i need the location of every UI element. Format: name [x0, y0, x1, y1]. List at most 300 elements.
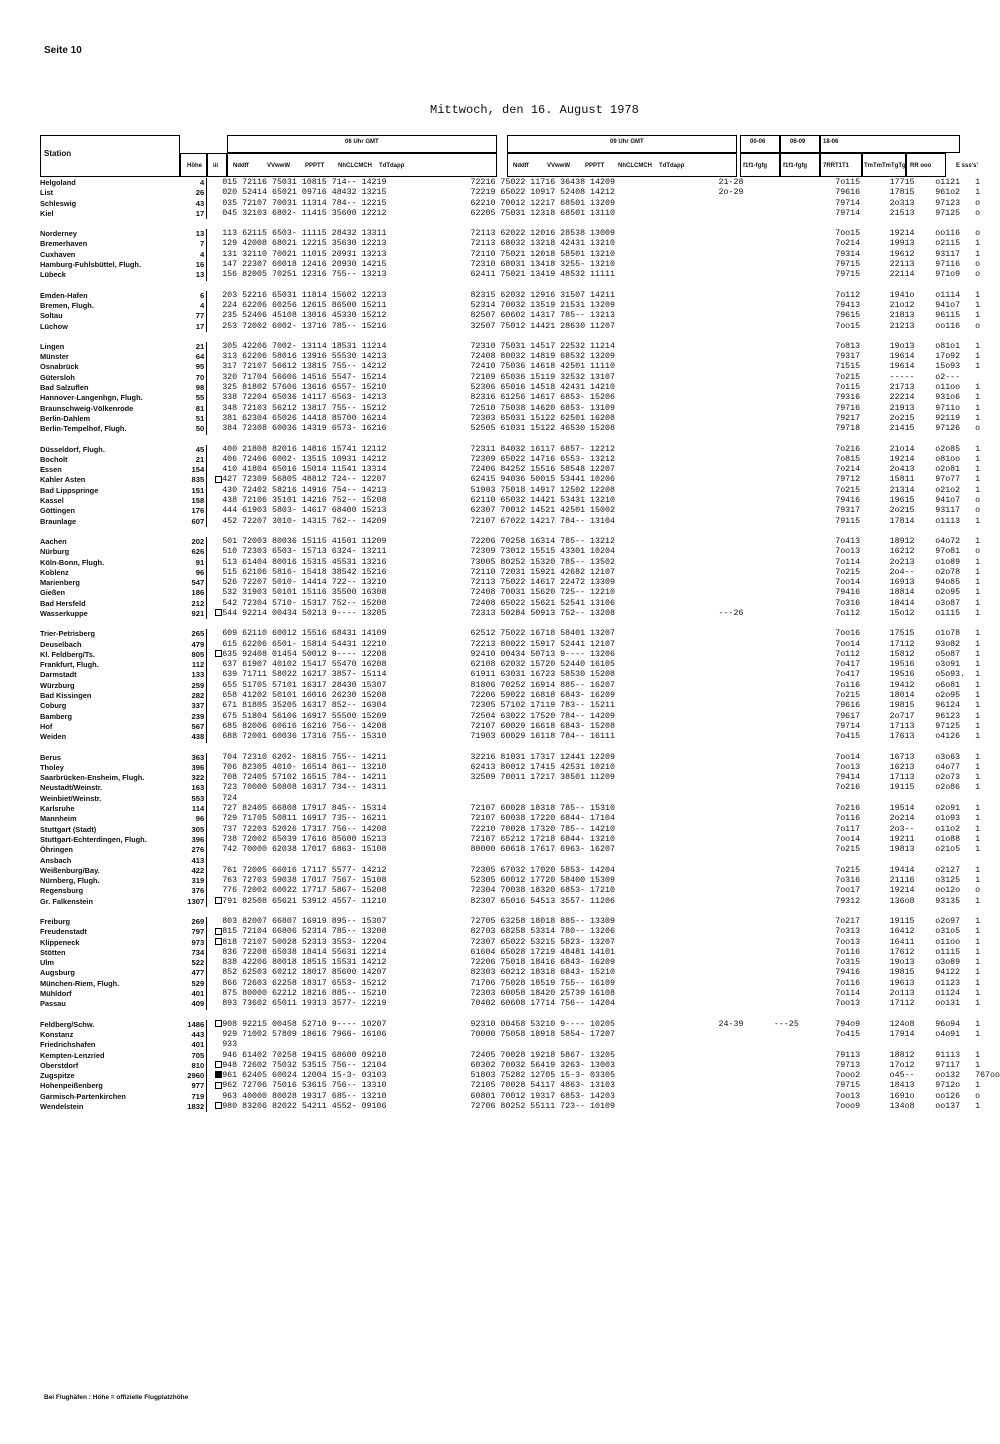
- temp-group-value: 7oo13: [835, 547, 861, 557]
- obs-09: 72309 65022 14716 6553- 13212: [470, 454, 615, 464]
- snow-value: 1: [975, 300, 981, 310]
- tmax-tmin-value: [890, 794, 936, 804]
- obs-06: 637 61907 40102 15417 55470 16208: [222, 660, 387, 670]
- obs-06: 761 72005 66016 17117 5577- 14212: [222, 865, 387, 875]
- obs-06: 147 22307 60018 12416 20930 14215: [222, 260, 387, 270]
- obs-06: 776 72002 60022 17717 5867- 15208: [222, 886, 387, 896]
- obs-09: 82303 60212 18318 6843- 15210: [470, 968, 615, 978]
- station-name: Koblenz: [40, 567, 69, 577]
- gust-06-09-value: [774, 968, 835, 978]
- station-row: [40, 640, 1000, 650]
- station-height: 479: [178, 640, 206, 650]
- snow-value: [975, 856, 1000, 866]
- rain-value: o1115: [935, 947, 961, 957]
- rain-value: o81oo: [935, 454, 961, 464]
- obs-09: 70402 60608 17714 756-- 14204: [470, 999, 615, 1009]
- obs-09: 72213 80022 15917 52441 12107: [470, 639, 615, 649]
- col06-ppptt: PPPTT: [305, 163, 325, 169]
- rain-value: o1o89: [935, 557, 961, 567]
- station-row: [40, 794, 1000, 804]
- station-row: [40, 373, 1000, 383]
- rain-value: o5o93.: [935, 670, 966, 680]
- gust-06-09-value: [774, 322, 835, 332]
- obs-09: 73005 80252 15320 785-- 13502: [470, 557, 615, 567]
- station-name: Stötten: [40, 947, 66, 957]
- snow-value: 1: [975, 516, 981, 526]
- station-height: 522: [178, 958, 206, 968]
- station-row: [40, 291, 1000, 301]
- gust-00-06-value: [719, 681, 774, 691]
- station-row: [40, 1020, 1000, 1030]
- snow-value: 1: [975, 1060, 981, 1070]
- temp-group-value: 79615: [835, 311, 861, 321]
- obs-09: 72705 63258 18018 885-- 13309: [470, 917, 615, 926]
- obs-09: 72311 84032 16117 6857- 12212: [470, 444, 615, 454]
- temp-group-value: 7o815: [835, 454, 861, 464]
- gust-06-09-value: [774, 599, 835, 609]
- obs-09: 72210 70028 17320 785-- 14210: [470, 824, 615, 834]
- tmax-tmin-value: 18814: [889, 588, 915, 598]
- gust-00-06-value: [719, 1081, 774, 1091]
- station-row: [40, 845, 1000, 855]
- snow-value: 1: [975, 393, 981, 403]
- mountain-marker: [207, 814, 223, 824]
- obs-06: 253 72002 6002- 13716 785-- 15216: [222, 321, 387, 331]
- mountain-marker: [207, 938, 223, 948]
- gust-06-09-value: [774, 301, 835, 311]
- obs-09: 72206 70258 16314 785-- 13212: [470, 536, 615, 546]
- gust-00-06-value: [719, 455, 774, 465]
- temp-group-value: 79616: [835, 188, 861, 198]
- station-name: Helgoland: [40, 178, 76, 187]
- obs-06: 729 71705 50811 16917 735-- 16211: [222, 814, 387, 824]
- mountain-marker: [207, 547, 223, 557]
- col06-nddff: Nddff: [233, 163, 249, 169]
- obs-09: 72107 67022 14217 784-- 13104: [470, 516, 615, 526]
- rain-value: o2115: [935, 239, 961, 249]
- station-name: Oberstdorf: [40, 1060, 79, 1070]
- temp-group-value: 7o214: [835, 465, 861, 475]
- rain-value: 94o85: [935, 578, 961, 588]
- obs-09: 72105 70028 54117 4863- 13103: [470, 1081, 615, 1091]
- mountain-marker: [207, 424, 223, 434]
- station-row: [40, 722, 1000, 732]
- tmax-tmin-value: 2o3--: [889, 824, 915, 834]
- mountain-marker: [207, 178, 223, 188]
- tmax-tmin-value: 18413: [889, 1081, 915, 1091]
- temp-group-value: 7o415: [835, 732, 861, 742]
- tmax-tmin-value: 22114: [889, 270, 915, 280]
- tmax-tmin-value: 2o313: [889, 198, 915, 208]
- obs-06: 348 72103 56212 13817 755-- 15212: [222, 403, 387, 413]
- station-row: [40, 199, 1000, 209]
- gust-00-06-value: 21-28: [718, 178, 744, 187]
- obs-09: 61604 65028 17219 48481 14101: [470, 947, 615, 957]
- station-row: [40, 588, 1000, 598]
- rain-value: o2127: [935, 865, 961, 875]
- snow-value: 1: [975, 834, 981, 844]
- station-name: Düsseldorf, Flugh.: [40, 444, 105, 454]
- mountain-marker: [207, 763, 223, 773]
- gust-00-06-value: [719, 968, 774, 978]
- gust-00-06-value: [719, 845, 774, 855]
- station-name: Gr. Falkenstein: [40, 896, 93, 906]
- rain-value: o1124: [935, 989, 961, 999]
- snow-value: o: [975, 260, 981, 270]
- obs-06: 532 31903 50101 15116 35500 16308: [222, 588, 387, 598]
- mountain-marker: [207, 629, 223, 639]
- obs-09: 72408 65022 15621 52541 13106: [470, 598, 615, 608]
- station-height: 95: [178, 362, 206, 372]
- station-height: 43: [178, 199, 206, 209]
- temp-group-value: 7oo14: [835, 834, 861, 844]
- snow-value: 1: [975, 178, 981, 187]
- station-row: [40, 609, 1000, 619]
- gust-00-06-value: [719, 537, 774, 547]
- snow-value: 1: [975, 1102, 981, 1112]
- station-row: [40, 876, 1000, 886]
- mountain-marker: [207, 640, 223, 650]
- station-row: [40, 1081, 1000, 1091]
- tmax-tmin-value: 17113: [889, 773, 915, 783]
- rain-value: 15o93: [935, 362, 961, 372]
- mountain-marker: [207, 486, 223, 496]
- mountain-marker: [207, 835, 223, 845]
- snow-value: 1: [975, 876, 981, 886]
- station-name: Osnabrück: [40, 362, 79, 372]
- station-row: [40, 455, 1000, 465]
- gust-00-06-value: [719, 753, 774, 763]
- rain-value: 97116: [935, 260, 961, 270]
- obs-09: 72113 62022 12016 28538 13009: [470, 229, 615, 239]
- gust-06-09-value: [774, 404, 835, 414]
- snow-value: 1: [975, 1019, 981, 1029]
- rain-value: o2o86: [935, 783, 961, 793]
- obs-06: 325 81802 57606 13616 6557- 15210: [222, 383, 387, 393]
- obs-06: 129 42008 68021 12215 35630 12213: [222, 239, 387, 249]
- tmax-tmin-value: 17612: [889, 947, 915, 957]
- snow-value: 1: [975, 701, 981, 711]
- temp-group-value: [835, 794, 889, 804]
- station-height: 96: [178, 568, 206, 578]
- station-row: [40, 311, 1000, 321]
- temp-group-value: 79715: [835, 260, 861, 270]
- station-name: Augsburg: [40, 968, 75, 978]
- obs-06: 452 72207 3010- 14315 762-- 14209: [222, 516, 387, 526]
- gust-06-09-value: [774, 1092, 835, 1102]
- obs-06: 320 71704 56606 14516 5547- 15214: [222, 372, 387, 382]
- gust-06-09-value: [774, 681, 835, 691]
- station-height: 921: [178, 609, 206, 619]
- obs-06: 544 92214 00434 50213 9---- 13205: [222, 608, 387, 618]
- mountain-marker: [207, 1102, 223, 1112]
- station-row: [40, 404, 1000, 414]
- gust-06-09-value: [774, 958, 835, 968]
- gust-00-06-value: [719, 486, 774, 496]
- station-height: 607: [178, 517, 206, 527]
- obs-06: 818 72107 50028 52313 3553- 12204: [222, 937, 387, 947]
- obs-09: 72305 67032 17020 5853- 14204: [470, 865, 615, 875]
- tmax-tmin-value: o45--: [889, 1071, 915, 1081]
- block-06-title: 06 Uhr GMT: [345, 139, 379, 145]
- rain-value: [935, 856, 975, 866]
- gust-00-06-value: [719, 1092, 774, 1102]
- obs-06: 836 72208 65038 18414 55631 12214: [222, 947, 387, 957]
- snow-value: 1: [975, 978, 981, 988]
- gust-00-06-value: [719, 475, 774, 485]
- tmax-tmin-value: 17o12: [889, 1060, 915, 1070]
- mountain-marker: [207, 783, 223, 793]
- snow-value: 1: [975, 989, 981, 999]
- temp-group: 7RRT1T1: [823, 163, 850, 169]
- col09-ppptt: PPPTT: [585, 163, 605, 169]
- obs-09: [471, 794, 719, 804]
- obs-09: [471, 856, 719, 866]
- obs-06: 948 72602 75032 53515 756-- 12104: [222, 1060, 387, 1070]
- station-name: Kiel: [40, 208, 54, 218]
- gust-06-09-value: [774, 712, 835, 722]
- gust-06-09-value: [774, 496, 835, 506]
- gust-06-09-value: [774, 938, 835, 948]
- station-name: Ansbach: [40, 855, 72, 865]
- gust-00-06-value: [719, 876, 774, 886]
- obs-09: 92310 00458 53210 9---- 10205: [470, 1019, 615, 1029]
- station-height: 176: [178, 506, 206, 516]
- temp-group-value: 7o115: [835, 178, 861, 187]
- mountain-marker: [207, 886, 223, 896]
- station-name: Frankfurt, Flugh.: [40, 660, 99, 670]
- obs-09: 52305 60012 17720 58400 15309: [470, 876, 615, 886]
- station-row: [40, 681, 1000, 691]
- rain-value: 961o2: [935, 188, 961, 198]
- obs-06: 688 72001 60036 17316 755-- 15310: [222, 732, 387, 742]
- gust-06-09-value: [774, 414, 835, 424]
- obs-09: 72219 65022 10917 52408 14212: [470, 188, 615, 198]
- obs-06: 427 72309 56805 48812 724-- 12207: [222, 475, 387, 485]
- rain-value: 17o92: [935, 352, 961, 362]
- station-row: [40, 445, 1000, 455]
- station-name: Essen: [40, 465, 62, 475]
- tmax-tmin-value: 21513: [889, 208, 915, 218]
- gust-00-06-value: [719, 362, 774, 372]
- obs-06: 317 72107 56612 13815 755-- 14212: [222, 362, 387, 372]
- mountain-marker: [207, 578, 223, 588]
- gust-00-06-value: [719, 783, 774, 793]
- mountain-marker: [207, 968, 223, 978]
- gust-00-06-value: [719, 979, 774, 989]
- temp-group-value: 7o117: [835, 824, 861, 834]
- snow-value: 1: [975, 783, 981, 793]
- obs-09: 72304 70038 18320 6853- 17210: [470, 886, 615, 896]
- rain-value: 97o81: [935, 547, 961, 557]
- temp-group-value: 7o114: [835, 989, 861, 999]
- report-date: Mittwoch, den 16. August 1978: [430, 103, 639, 117]
- station-name: Berlin-Tempelhof, Flugh.: [40, 424, 127, 434]
- station-row: [40, 629, 1000, 639]
- mountain-marker: [207, 465, 223, 475]
- station-name: Saarbrücken-Ensheim, Flugh.: [40, 773, 145, 783]
- obs-09: [471, 1040, 719, 1050]
- snow-value: 1: [975, 927, 981, 937]
- gust-06-09-value: [774, 856, 835, 866]
- rain-value: o11oo: [935, 383, 961, 393]
- rain-value: [935, 794, 975, 804]
- mountain-marker: [207, 681, 223, 691]
- station-name: Nürnberg, Flugh.: [40, 876, 100, 886]
- gust-00-06-value: [719, 250, 774, 260]
- temp-group-value: 79314: [835, 249, 861, 259]
- temp-group-value: 79413: [835, 300, 861, 310]
- obs-09: 62413 80012 17415 42531 10210: [470, 762, 615, 772]
- station-height: 186: [178, 588, 206, 598]
- snow-value: 1: [975, 762, 981, 772]
- temp-group-value: 7o316: [835, 598, 861, 608]
- tmax-tmin-value: 2o717: [889, 711, 915, 721]
- mountain-marker: [207, 1020, 223, 1030]
- gust-06-09-value: [774, 362, 835, 372]
- temp-group-value: 7oo15: [835, 229, 861, 239]
- station-name: List: [40, 188, 54, 198]
- obs-06: 708 72405 57102 16515 784-- 14211: [222, 773, 387, 783]
- station-height: 547: [178, 578, 206, 588]
- obs-06: 655 51705 57101 16317 28430 15307: [222, 680, 387, 690]
- station-row: [40, 783, 1000, 793]
- obs-09: 72313 50284 50913 752-- 13208: [470, 608, 615, 618]
- group-gap: [40, 435, 1000, 445]
- temp-group-value: 7o215: [835, 865, 861, 875]
- gust-00-06-value: [719, 773, 774, 783]
- tmax-tmin-value: 134o8: [889, 1102, 915, 1112]
- station-height: 133: [178, 670, 206, 680]
- station-name: Garmisch-Partenkirchen: [40, 1091, 126, 1101]
- mountain-marker: [207, 722, 223, 732]
- station-name: Stuttgart (Stadt): [40, 824, 97, 834]
- station-name: Kahler Asten: [40, 475, 86, 485]
- temp-group-value: 7o215: [835, 485, 861, 495]
- station-name: Hohenpeißenberg: [40, 1081, 103, 1091]
- gust-06-09-value: [774, 814, 835, 824]
- snow-value: 1: [975, 465, 981, 475]
- mountain-marker: [207, 958, 223, 968]
- station-height: 13: [178, 229, 206, 239]
- tmax-tmin-value: 21913: [889, 403, 915, 413]
- station-height: 112: [178, 660, 206, 670]
- station-name: Zugspitze: [40, 1071, 75, 1081]
- obs-09: 71903 60029 16118 784-- 16111: [470, 732, 615, 742]
- obs-09: 52314 70032 13519 21531 13209: [470, 300, 615, 310]
- station-height: 805: [178, 650, 206, 660]
- observations-table: [40, 178, 1000, 1112]
- mountain-marker: [207, 311, 223, 321]
- gap-cell: [40, 907, 975, 917]
- station-row: [40, 322, 1000, 332]
- rain: RR ooo: [910, 163, 932, 169]
- tmax-tmin-value: 19815: [889, 701, 915, 711]
- snow-value: 1: [975, 865, 981, 875]
- obs-09: 62307 70012 14521 42501 15002: [470, 506, 615, 516]
- station-height: 322: [178, 773, 206, 783]
- station-row: [40, 1071, 1000, 1081]
- station-name: Gütersloh: [40, 372, 75, 382]
- station-height: 705: [178, 1051, 206, 1061]
- obs-09: 62210 70012 12217 68501 13209: [470, 198, 615, 208]
- station-name: Konstanz: [40, 1029, 74, 1039]
- station-height: 401: [178, 1040, 206, 1050]
- temp-group-value: 7o112: [835, 608, 861, 618]
- mountain-marker: [207, 599, 223, 609]
- station-row: [40, 712, 1000, 722]
- snow-value: o: [975, 1091, 981, 1101]
- station-name: Berus: [40, 752, 61, 762]
- rain-value: 92119: [935, 413, 961, 423]
- station-row: [40, 825, 1000, 835]
- station-height: 319: [178, 876, 206, 886]
- snow-value: o: [975, 321, 981, 331]
- tmax-tmin-value: 16913: [889, 578, 915, 588]
- station-height: 413: [178, 856, 206, 866]
- snow: E sss's': [956, 163, 978, 169]
- tmax-tmin-value: 2o213: [889, 557, 915, 567]
- snow-value: 1: [975, 249, 981, 259]
- temp-group-value: [835, 856, 889, 866]
- snow-value: 1: [975, 691, 981, 701]
- station-name: Bremen, Flugh.: [40, 300, 94, 310]
- gust-00-06-value: [719, 229, 774, 239]
- station-name: Feldberg/Schw.: [40, 1019, 95, 1029]
- rain-value: oo126: [935, 1091, 961, 1101]
- snow-value: o: [975, 208, 981, 218]
- tmax-tmin-value: 1941o: [889, 290, 915, 300]
- obs-09: 62415 94036 50015 53441 10206: [470, 475, 615, 485]
- temp-group-value: 7o316: [835, 876, 861, 886]
- station-row: [40, 753, 1000, 763]
- obs-09: 72109 65036 15119 32532 13107: [470, 372, 615, 382]
- gust-06-09-value: [774, 568, 835, 578]
- station-name: Hannover-Langenhgn, Flugh.: [40, 393, 143, 403]
- gust-06-09-value: [774, 209, 835, 219]
- rain-value: oo132: [935, 1071, 961, 1081]
- obs-06: 430 72402 58216 14916 754-- 14213: [222, 485, 387, 495]
- gust-00-06-value: [719, 465, 774, 475]
- station-row: [40, 773, 1000, 783]
- gust-00-06-value: [719, 814, 774, 824]
- obs-06: 946 61402 70258 19415 68600 09210: [222, 1050, 387, 1060]
- mountain-station-icon: [215, 1082, 222, 1089]
- station-name: Nürburg: [40, 547, 70, 557]
- mountain-marker: [207, 199, 223, 209]
- station-height: 6: [178, 291, 206, 301]
- mountain-marker: [207, 650, 223, 660]
- gust-06-09-value: [774, 1030, 835, 1040]
- station-name: Freiburg: [40, 917, 70, 926]
- temp-group-value: 7o116: [835, 680, 861, 690]
- tmax-tmin-value: 19614: [889, 352, 915, 362]
- obs-06: 305 42206 7002- 13114 18531 11214: [222, 341, 387, 351]
- station-height: 797: [178, 927, 206, 937]
- obs-09: 72107 60028 18318 785-- 15310: [470, 804, 615, 814]
- temp-group-value: 79714: [835, 198, 861, 208]
- gust-00-06-value: [719, 260, 774, 270]
- station-name: Bad Hersfeld: [40, 598, 86, 608]
- mountain-marker: [207, 270, 223, 280]
- gust-00-06-value: [719, 989, 774, 999]
- mountain-marker: [207, 342, 223, 352]
- mountain-marker: [207, 1071, 223, 1081]
- obs-06: 400 21808 82016 14816 15741 12112: [222, 444, 387, 454]
- gust-00-06-value: [719, 732, 774, 742]
- station-height: 70: [178, 373, 206, 383]
- station-height: 835: [178, 475, 206, 485]
